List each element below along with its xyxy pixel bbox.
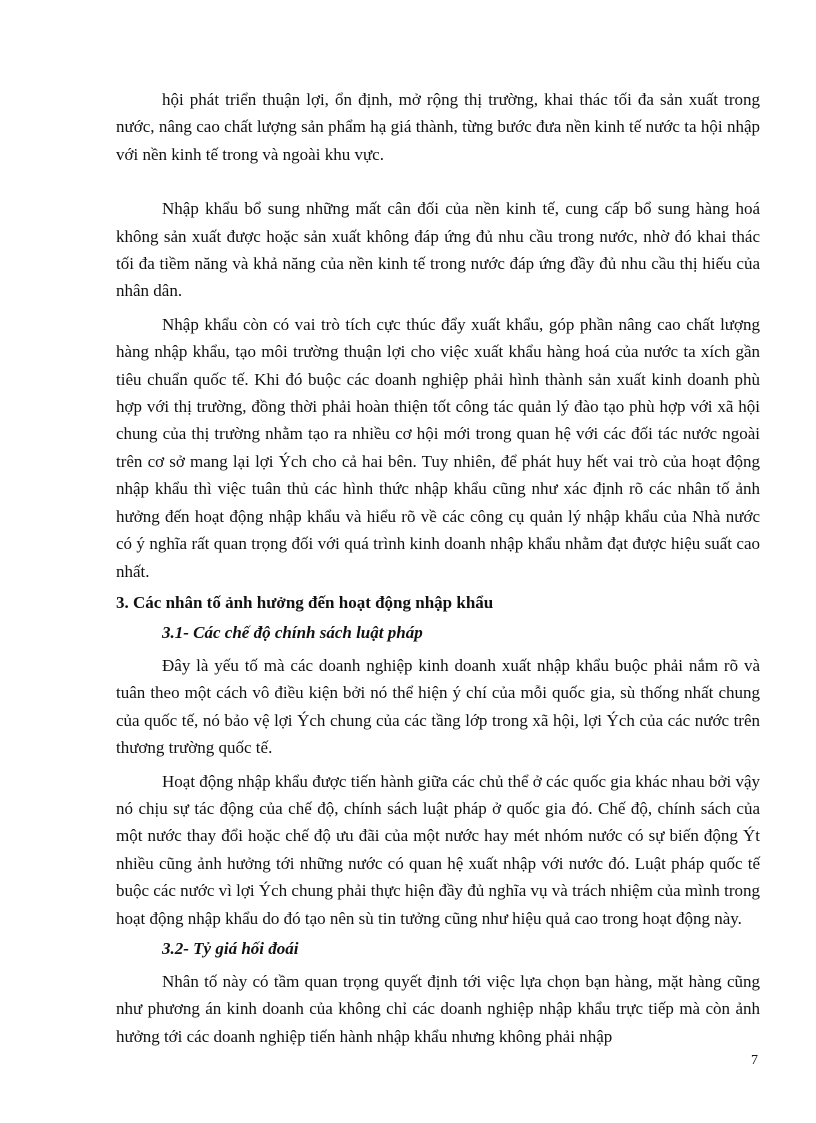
paragraph-2: Nhập khẩu bổ sung những mất cân đối của nền kinh tế, cung cấp bổ sung hàng hoá không sản xuất được hoặc sản xuất không đáp ứng đủ nhu cầu trong nước, nhờ đó khai thác tối đa tiềm năng và khả năng của nền kinh tế trong nước đáp ứng đầy đủ nhu cầu thị hiếu của nhân dân. — [116, 199, 760, 301]
subsection-heading-3-2: 3.2- Tỷ giá hối đoái — [162, 938, 299, 958]
section-heading-3: 3. Các nhân tố ảnh hưởng đến hoạt động nhập khẩu — [116, 592, 494, 612]
paragraph-3: Nhập khẩu còn có vai trò tích cực thúc đẩy xuất khẩu, góp phần nâng cao chất lượng hàng nhập khẩu, tạo môi trường thuận lợi cho việc xuất khẩu hàng hoá của nước ta xích gần tiêu chuẩn quốc tế. Khi đó buộc các doanh nghiệp phải hình thành sản xuất kinh doanh phù hợp với thị trường, đồng thời phải hoàn thiện tốt công tác quản lý đào tạo phù hợp với xã hội chung của thị trường nhằm tạo ra nhiều cơ hội mới trong quan hệ với các đối tác nước ngoài trên cơ sở mang lại lợi Ých cho cả hai bên. Tuy nhiên, để phát huy hết vai trò của hoạt động nhập khẩu thì việc tuân thủ các hình thức nhập khẩu cũng như xác định rõ các nhân tố ảnh hưởng đến hoạt động nhập khẩu và hiểu rõ về các công cụ quản lý nhập khẩu của Nhà nước có ý nghĩa rất quan trọng đối với quá trình kinh doanh nhập khẩu nhằm đạt được hiệu suất cao nhất. — [116, 314, 760, 581]
paragraph-5: Hoạt động nhập khẩu được tiến hành giữa các chủ thể ở các quốc gia khác nhau bởi vậy nó chịu sự tác động của chế độ, chính sách luật pháp ở quốc gia đó. Chế độ, chính sách của một nước thay đổi hoặc chế độ ưu đãi của một nước hay mét nhóm nước có sự biến động Ýt nhiều cũng ảnh hưởng tới những nước có quan hệ xuất nhập với nước đó. Luật pháp quốc tế buộc các nước vì lợi Ých chung phải thực hiện đầy đủ nghĩa vụ và trách nhiệm của mình trong hoạt động nhập khẩu do đó tạo nên sù tin tưởng cũng như hiệu quả cao trong hoạt động này. — [116, 771, 760, 928]
paragraph-6: Nhân tố này có tầm quan trọng quyết định tới việc lựa chọn bạn hàng, mặt hàng cũng như phương án kinh doanh của không chỉ các doanh nghiệp nhập khẩu trực tiếp mà còn ảnh hưởng tới các doanh nghiệp tiến hành nhập khẩu nhưng không phải nhập — [116, 971, 760, 1046]
subsection-heading-3-1: 3.1- Các chế độ chính sách luật pháp — [162, 622, 423, 642]
paragraph-4: Đây là yếu tố mà các doanh nghiệp kinh doanh xuất nhập khẩu buộc phải nắm rõ và tuân theo một cách vô điều kiện bởi nó thể hiện ý chí của mỗi quốc gia, sù thống nhất chung của quốc tế, nó bảo vệ lợi Ých chung của các tầng lớp trong xã hội, lợi Ých của các nước trên thương trường quốc tế. — [116, 655, 760, 758]
paragraph-1: hội phát triển thuận lợi, ổn định, mở rộng thị trường, khai thác tối đa sản xuất trong nước, nâng cao chất lượng sản phẩm hạ giá thành, từng bước đưa nền kinh tế nước ta hội nhập với nền kinh tế trong và ngoài khu vực. — [116, 90, 760, 164]
page-number: 7 — [751, 1053, 758, 1068]
document-page — [116, 86, 760, 1050]
